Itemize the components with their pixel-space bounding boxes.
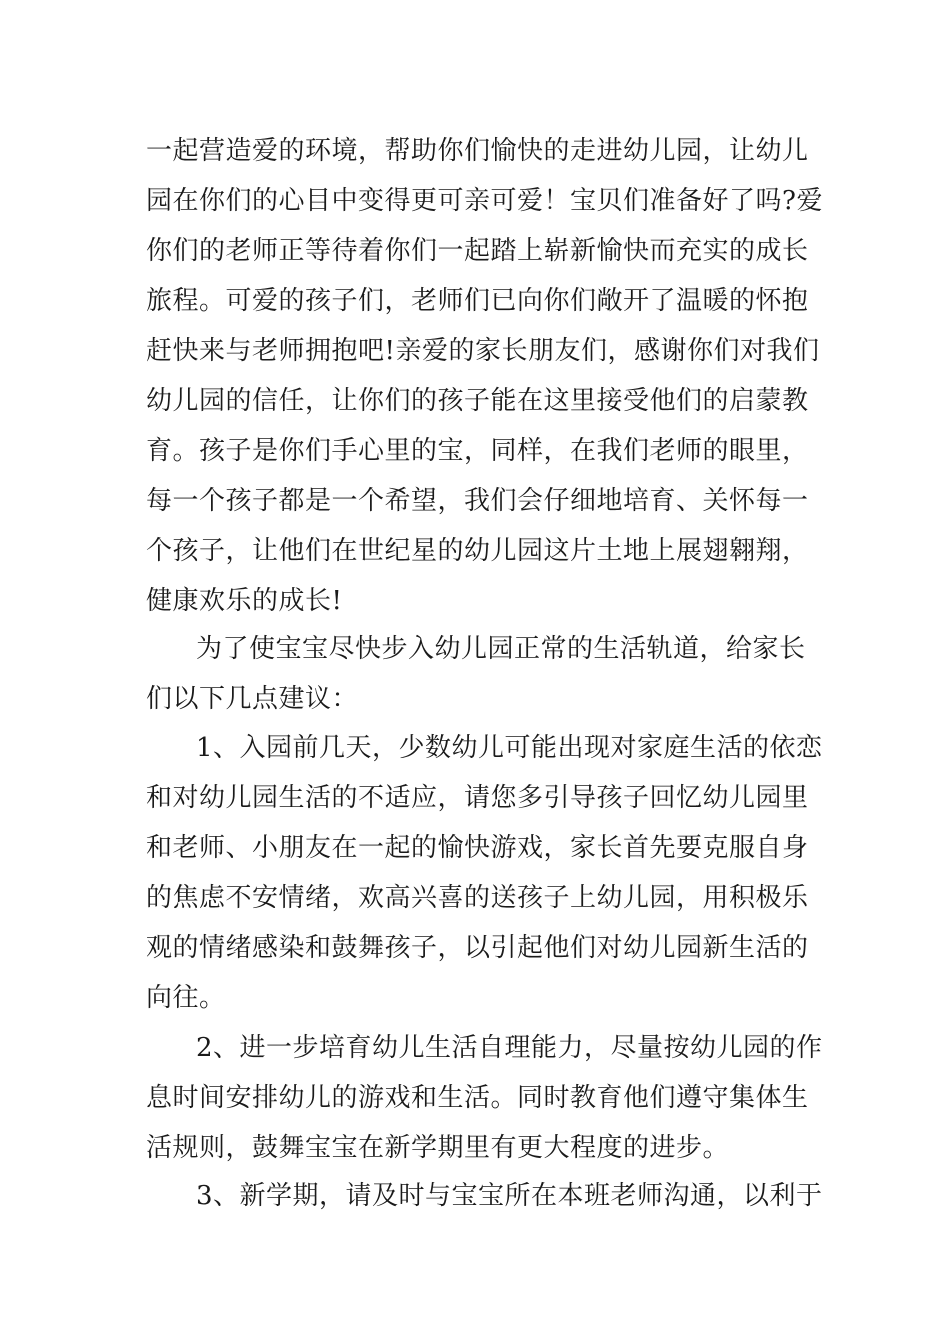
text-line: 的焦虑不安情绪，欢高兴喜的送孩子上幼儿园，用积极乐 bbox=[146, 883, 809, 913]
paragraph-first-line: 为了使宝宝尽快步入幼儿园正常的生活轨道，给家长 bbox=[196, 634, 806, 664]
list-item-3-first-line: 3、新学期，请及时与宝宝所在本班老师沟通，以利于 bbox=[196, 1181, 823, 1211]
text-line: 旅程。可爱的孩子们，老师们已向你们敞开了温暖的怀抱 bbox=[146, 286, 809, 316]
text-line: 观的情绪感染和鼓舞孩子，以引起他们对幼儿园新生活的 bbox=[146, 933, 809, 963]
text-line: 和老师、小朋友在一起的愉快游戏，家长首先要克服自身 bbox=[146, 833, 809, 863]
text-line: 幼儿园的信任，让你们的孩子能在这里接受他们的启蒙教 bbox=[146, 386, 809, 416]
text-line: 和对幼儿园生活的不适应，请您多引导孩子回忆幼儿园里 bbox=[146, 783, 809, 813]
text-line: 息时间安排幼儿的游戏和生活。同时教育他们遵守集体生 bbox=[146, 1083, 809, 1113]
text-line: 向往。 bbox=[146, 983, 226, 1013]
text-line: 你们的老师正等待着你们一起踏上崭新愉快而充实的成长 bbox=[146, 236, 809, 266]
text-line: 每一个孩子都是一个希望，我们会仔细地培育、关怀每一 bbox=[146, 486, 809, 516]
list-item-1-first-line: 1、入园前几天，少数幼儿可能出现对家庭生活的依恋 bbox=[196, 733, 823, 763]
text-line: 园在你们的心目中变得更可亲可爱！宝贝们准备好了吗?爱 bbox=[146, 186, 823, 216]
text-line: 个孩子，让他们在世纪星的幼儿园这片土地上展翅翱翔， bbox=[146, 536, 809, 566]
text-line: 们以下几点建议： bbox=[146, 684, 359, 714]
text-line: 一起营造爱的环境，帮助你们愉快的走进幼儿园，让幼儿 bbox=[146, 136, 809, 166]
list-item-2-first-line: 2、进一步培育幼儿生活自理能力，尽量按幼儿园的作 bbox=[196, 1033, 823, 1063]
text-line: 活规则，鼓舞宝宝在新学期里有更大程度的进步。 bbox=[146, 1133, 730, 1163]
text-line: 健康欢乐的成长! bbox=[146, 586, 343, 616]
text-line: 育。孩子是你们手心里的宝，同样，在我们老师的眼里， bbox=[146, 436, 809, 466]
text-line: 赶快来与老师拥抱吧!亲爱的家长朋友们，感谢你们对我们 bbox=[146, 336, 820, 366]
